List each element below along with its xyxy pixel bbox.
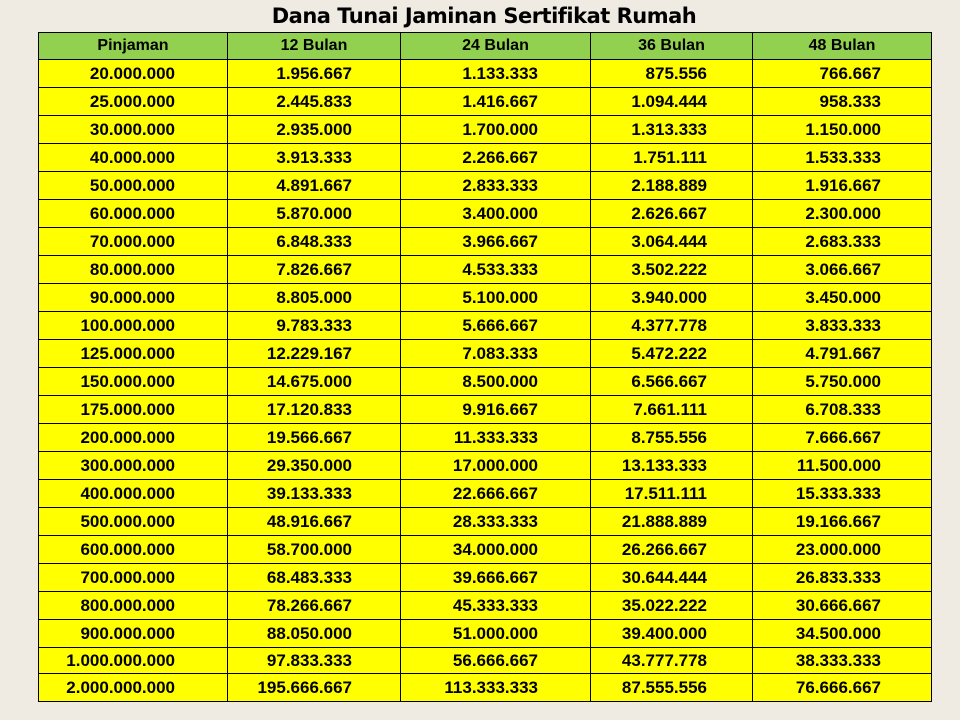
cell-48-bulan: 958.333 — [753, 88, 932, 116]
cell-36-bulan: 30.644.444 — [591, 564, 753, 592]
cell-pinjaman: 100.000.000 — [39, 312, 228, 340]
cell-12-bulan: 88.050.000 — [228, 620, 401, 648]
cell-12-bulan: 19.566.667 — [228, 424, 401, 452]
cell-pinjaman: 25.000.000 — [39, 88, 228, 116]
cell-48-bulan: 3.066.667 — [753, 256, 932, 284]
cell-36-bulan: 3.064.444 — [591, 228, 753, 256]
cell-48-bulan: 38.333.333 — [753, 648, 932, 674]
column-header-pinjaman: Pinjaman — [39, 33, 228, 60]
cell-12-bulan: 2.445.833 — [228, 88, 401, 116]
cell-12-bulan: 58.700.000 — [228, 536, 401, 564]
cell-48-bulan: 1.916.667 — [753, 172, 932, 200]
cell-36-bulan: 1.313.333 — [591, 116, 753, 144]
cell-36-bulan: 4.377.778 — [591, 312, 753, 340]
table-row — [39, 424, 932, 452]
cell-24-bulan: 11.333.333 — [401, 424, 591, 452]
cell-12-bulan: 3.913.333 — [228, 144, 401, 172]
cell-24-bulan: 5.666.667 — [401, 312, 591, 340]
cell-12-bulan: 7.826.667 — [228, 256, 401, 284]
table-row — [39, 536, 932, 564]
cell-12-bulan: 2.935.000 — [228, 116, 401, 144]
cell-48-bulan: 11.500.000 — [753, 452, 932, 480]
cell-36-bulan: 2.626.667 — [591, 200, 753, 228]
cell-36-bulan: 21.888.889 — [591, 508, 753, 536]
cell-36-bulan: 39.400.000 — [591, 620, 753, 648]
cell-pinjaman: 175.000.000 — [39, 396, 228, 424]
cell-pinjaman: 70.000.000 — [39, 228, 228, 256]
cell-48-bulan: 26.833.333 — [753, 564, 932, 592]
table-row — [39, 592, 932, 620]
cell-48-bulan: 7.666.667 — [753, 424, 932, 452]
cell-48-bulan: 766.667 — [753, 60, 932, 88]
cell-pinjaman: 500.000.000 — [39, 508, 228, 536]
table-row — [39, 88, 932, 116]
column-header-48-bulan: 48 Bulan — [753, 33, 932, 60]
cell-36-bulan: 43.777.778 — [591, 648, 753, 674]
cell-24-bulan: 2.266.667 — [401, 144, 591, 172]
cell-12-bulan: 9.783.333 — [228, 312, 401, 340]
cell-48-bulan: 76.666.667 — [753, 674, 932, 702]
cell-36-bulan: 13.133.333 — [591, 452, 753, 480]
cell-12-bulan: 68.483.333 — [228, 564, 401, 592]
cell-48-bulan: 23.000.000 — [753, 536, 932, 564]
cell-24-bulan: 8.500.000 — [401, 368, 591, 396]
cell-36-bulan: 3.502.222 — [591, 256, 753, 284]
cell-36-bulan: 26.266.667 — [591, 536, 753, 564]
column-header-24-bulan: 24 Bulan — [401, 33, 591, 60]
cell-24-bulan: 22.666.667 — [401, 480, 591, 508]
cell-24-bulan: 4.533.333 — [401, 256, 591, 284]
cell-48-bulan: 3.833.333 — [753, 312, 932, 340]
cell-24-bulan: 34.000.000 — [401, 536, 591, 564]
loan-installment-table — [38, 32, 932, 702]
cell-12-bulan: 4.891.667 — [228, 172, 401, 200]
cell-48-bulan: 4.791.667 — [753, 340, 932, 368]
cell-12-bulan: 5.870.000 — [228, 200, 401, 228]
cell-24-bulan: 2.833.333 — [401, 172, 591, 200]
table-row — [39, 368, 932, 396]
cell-48-bulan: 34.500.000 — [753, 620, 932, 648]
cell-pinjaman: 60.000.000 — [39, 200, 228, 228]
cell-12-bulan: 39.133.333 — [228, 480, 401, 508]
cell-24-bulan: 51.000.000 — [401, 620, 591, 648]
cell-12-bulan: 12.229.167 — [228, 340, 401, 368]
cell-pinjaman: 900.000.000 — [39, 620, 228, 648]
cell-36-bulan: 87.555.556 — [591, 674, 753, 702]
cell-48-bulan: 19.166.667 — [753, 508, 932, 536]
cell-12-bulan: 48.916.667 — [228, 508, 401, 536]
cell-24-bulan: 7.083.333 — [401, 340, 591, 368]
cell-pinjaman: 125.000.000 — [39, 340, 228, 368]
cell-24-bulan: 9.916.667 — [401, 396, 591, 424]
cell-pinjaman: 700.000.000 — [39, 564, 228, 592]
cell-24-bulan: 39.666.667 — [401, 564, 591, 592]
cell-12-bulan: 14.675.000 — [228, 368, 401, 396]
cell-pinjaman: 50.000.000 — [39, 172, 228, 200]
cell-12-bulan: 1.956.667 — [228, 60, 401, 88]
cell-12-bulan: 8.805.000 — [228, 284, 401, 312]
cell-pinjaman: 80.000.000 — [39, 256, 228, 284]
cell-48-bulan: 1.150.000 — [753, 116, 932, 144]
cell-48-bulan: 5.750.000 — [753, 368, 932, 396]
table-row — [39, 340, 932, 368]
cell-24-bulan: 113.333.333 — [401, 674, 591, 702]
cell-24-bulan: 1.700.000 — [401, 116, 591, 144]
cell-pinjaman: 600.000.000 — [39, 536, 228, 564]
cell-36-bulan: 8.755.556 — [591, 424, 753, 452]
cell-48-bulan: 2.683.333 — [753, 228, 932, 256]
table-row — [39, 116, 932, 144]
cell-12-bulan: 78.266.667 — [228, 592, 401, 620]
cell-12-bulan: 17.120.833 — [228, 396, 401, 424]
cell-36-bulan: 3.940.000 — [591, 284, 753, 312]
cell-pinjaman: 2.000.000.000 — [39, 674, 228, 702]
table-row — [39, 648, 932, 674]
cell-24-bulan: 1.416.667 — [401, 88, 591, 116]
cell-24-bulan: 3.400.000 — [401, 200, 591, 228]
cell-48-bulan: 3.450.000 — [753, 284, 932, 312]
cell-12-bulan: 97.833.333 — [228, 648, 401, 674]
cell-24-bulan: 17.000.000 — [401, 452, 591, 480]
cell-36-bulan: 875.556 — [591, 60, 753, 88]
cell-pinjaman: 20.000.000 — [39, 60, 228, 88]
cell-36-bulan: 17.511.111 — [591, 480, 753, 508]
cell-24-bulan: 5.100.000 — [401, 284, 591, 312]
table-header-row — [39, 33, 932, 60]
cell-24-bulan: 28.333.333 — [401, 508, 591, 536]
cell-pinjaman: 200.000.000 — [39, 424, 228, 452]
cell-24-bulan: 56.666.667 — [401, 648, 591, 674]
cell-36-bulan: 1.751.111 — [591, 144, 753, 172]
table-row — [39, 172, 932, 200]
table-row — [39, 564, 932, 592]
page-title: Dana Tunai Jaminan Sertifikat Rumah — [271, 4, 697, 28]
cell-48-bulan: 1.533.333 — [753, 144, 932, 172]
table-row — [39, 452, 932, 480]
cell-pinjaman: 400.000.000 — [39, 480, 228, 508]
cell-12-bulan: 29.350.000 — [228, 452, 401, 480]
cell-36-bulan: 35.022.222 — [591, 592, 753, 620]
table-row — [39, 256, 932, 284]
cell-36-bulan: 5.472.222 — [591, 340, 753, 368]
cell-36-bulan: 7.661.111 — [591, 396, 753, 424]
cell-36-bulan: 2.188.889 — [591, 172, 753, 200]
table-row — [39, 200, 932, 228]
cell-48-bulan: 30.666.667 — [753, 592, 932, 620]
cell-24-bulan: 45.333.333 — [401, 592, 591, 620]
cell-pinjaman: 90.000.000 — [39, 284, 228, 312]
column-header-36-bulan: 36 Bulan — [591, 33, 753, 60]
table-row — [39, 312, 932, 340]
cell-pinjaman: 40.000.000 — [39, 144, 228, 172]
cell-48-bulan: 6.708.333 — [753, 396, 932, 424]
cell-pinjaman: 1.000.000.000 — [39, 648, 228, 674]
cell-12-bulan: 195.666.667 — [228, 674, 401, 702]
cell-pinjaman: 30.000.000 — [39, 116, 228, 144]
cell-24-bulan: 3.966.667 — [401, 228, 591, 256]
cell-48-bulan: 15.333.333 — [753, 480, 932, 508]
cell-36-bulan: 1.094.444 — [591, 88, 753, 116]
cell-pinjaman: 150.000.000 — [39, 368, 228, 396]
table-row — [39, 620, 932, 648]
table-row — [39, 674, 932, 702]
table-row — [39, 60, 932, 88]
cell-24-bulan: 1.133.333 — [401, 60, 591, 88]
cell-pinjaman: 300.000.000 — [39, 452, 228, 480]
table-row — [39, 284, 932, 312]
table-row — [39, 480, 932, 508]
cell-12-bulan: 6.848.333 — [228, 228, 401, 256]
cell-36-bulan: 6.566.667 — [591, 368, 753, 396]
table-row — [39, 144, 932, 172]
cell-48-bulan: 2.300.000 — [753, 200, 932, 228]
table-row — [39, 396, 932, 424]
cell-pinjaman: 800.000.000 — [39, 592, 228, 620]
table-row — [39, 228, 932, 256]
table-row — [39, 508, 932, 536]
column-header-12-bulan: 12 Bulan — [228, 33, 401, 60]
